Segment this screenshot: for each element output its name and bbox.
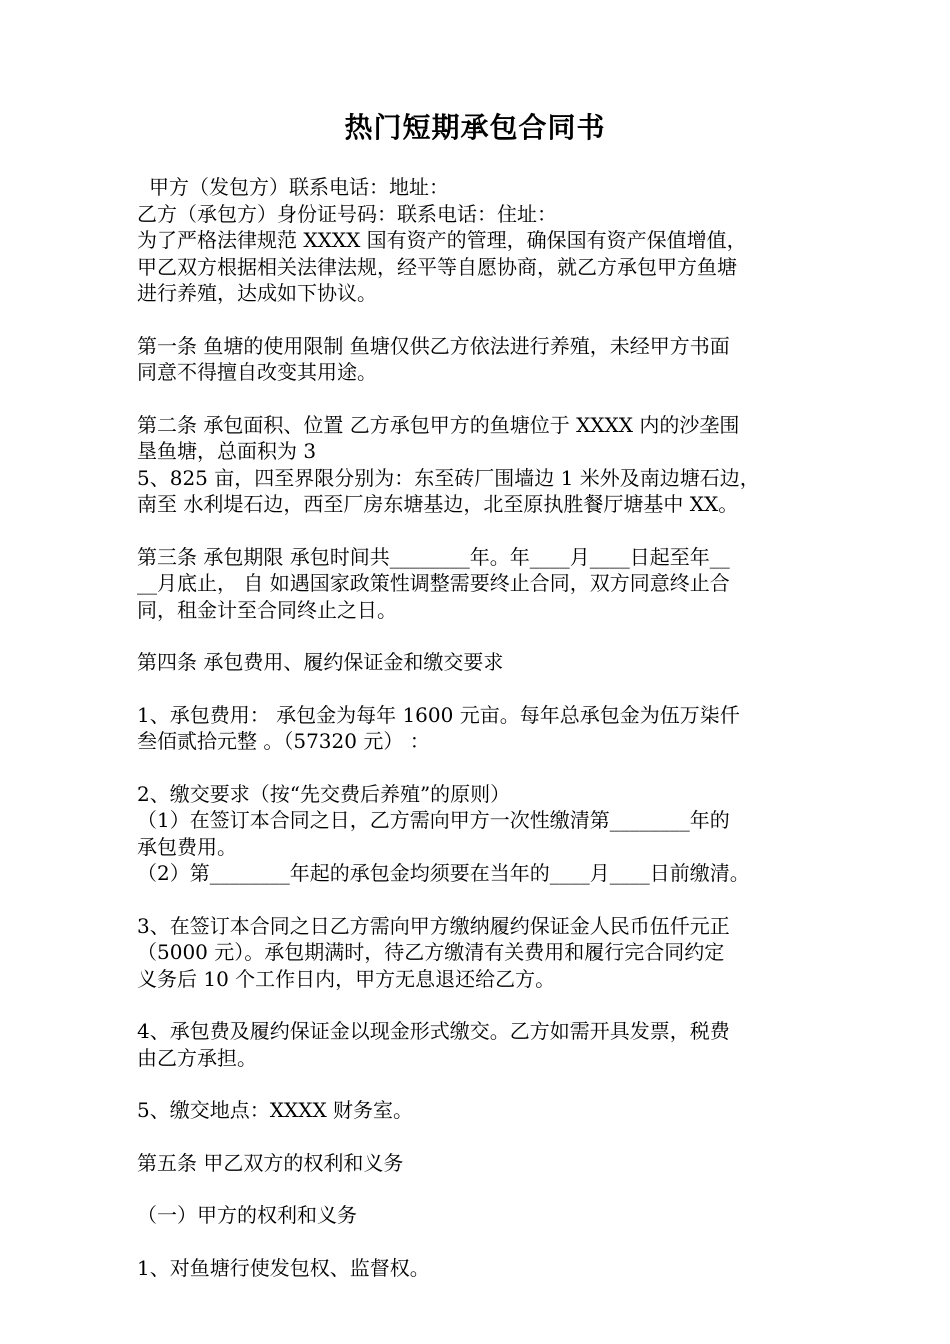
preamble-line: 为了严格法律规范 XXXX 国有资产的管理，确保国有资产保值增值， bbox=[137, 228, 747, 252]
party-b-line: 乙方（承包方）身份证号码：联系电话：住址： bbox=[137, 201, 557, 226]
article-2-line: 垦鱼塘，总面积为 3 bbox=[137, 439, 317, 463]
fee-item-4-line: 4、承包费及履约保证金以现金形式缴交。乙方如需开具发票，税费 bbox=[137, 1019, 730, 1043]
fee-item-2-line: （1）在签订本合同之日，乙方需向甲方一次性缴清第________年的 bbox=[137, 808, 730, 832]
right-item-1-line: 1、对鱼塘行使发包权、监督权。 bbox=[137, 1255, 430, 1280]
article-4-heading: 第四条 承包费用、履约保证金和缴交要求 bbox=[137, 650, 504, 674]
fee-item-3-line: 义务后 10 个工作日内，甲方无息退还给乙方。 bbox=[137, 966, 556, 991]
preamble-line: 进行养殖，达成如下协议。 bbox=[137, 281, 377, 305]
article-2-line: 南至 水利堤石边，西至厂房东塘基边，北至原执胜餐厅塘基中 XX。 bbox=[137, 492, 739, 516]
document-title: 热门短期承包合同书 bbox=[344, 111, 606, 144]
article-3-line: __月底止， 自 如遇国家政策性调整需要终止合同，双方同意终止合 bbox=[137, 571, 730, 595]
article-1-line: 同意不得擅自改变其用途。 bbox=[137, 360, 377, 384]
fee-item-4-line: 由乙方承担。 bbox=[137, 1045, 257, 1070]
section-1-heading: （一）甲方的权利和义务 bbox=[137, 1203, 357, 1227]
fee-item-3-line: （5000 元）。承包期满时，待乙方缴清有关费用和履行完合同约定 bbox=[137, 940, 725, 964]
article-1-line: 第一条 鱼塘的使用限制 鱼塘仅供乙方依法进行养殖，未经甲方书面 bbox=[137, 333, 730, 358]
article-3-line: 第三条 承包期限 承包时间共________年。年____月____日起至年__ bbox=[137, 544, 730, 569]
party-a-line: 甲方（发包方）联系电话：地址： bbox=[149, 175, 449, 199]
article-5-heading: 第五条 甲乙双方的权利和义务 bbox=[137, 1150, 404, 1175]
fee-item-1-line: 1、承包费用： 承包金为每年 1600 元亩。每年总承包金为伍万柒仟 bbox=[137, 702, 740, 727]
preamble-line: 甲乙双方根据相关法律法规，经平等自愿协商，就乙方承包甲方鱼塘 bbox=[137, 254, 737, 279]
fee-item-5-line: 5、缴交地点：XXXX 财务室。 bbox=[137, 1098, 414, 1122]
fee-item-2-line: （2）第________年起的承包金均须要在当年的____月____日前缴清。 bbox=[137, 861, 750, 885]
article-2-line: 第二条 承包面积、位置 乙方承包甲方的鱼塘位于 XXXX 内的沙垄围 bbox=[137, 412, 740, 437]
fee-item-3-line: 3、在签订本合同之日乙方需向甲方缴纳履约保证金人民币伍仟元正 bbox=[137, 913, 730, 938]
fee-item-2-line: 2、缴交要求（按“先交费后养殖”的原则） bbox=[137, 781, 511, 806]
fee-item-1-line: 叁佰贰拾元整 。（57320 元） ： bbox=[137, 729, 430, 753]
article-3-line: 同，租金计至合同终止之日。 bbox=[137, 597, 397, 622]
document-body bbox=[137, 174, 817, 1281]
fee-item-2-line: 承包费用。 bbox=[137, 834, 237, 859]
article-2-line: 5、825 亩，四至界限分别为：东至砖厂围墙边 1 米外及南边塘石边， bbox=[137, 465, 760, 490]
